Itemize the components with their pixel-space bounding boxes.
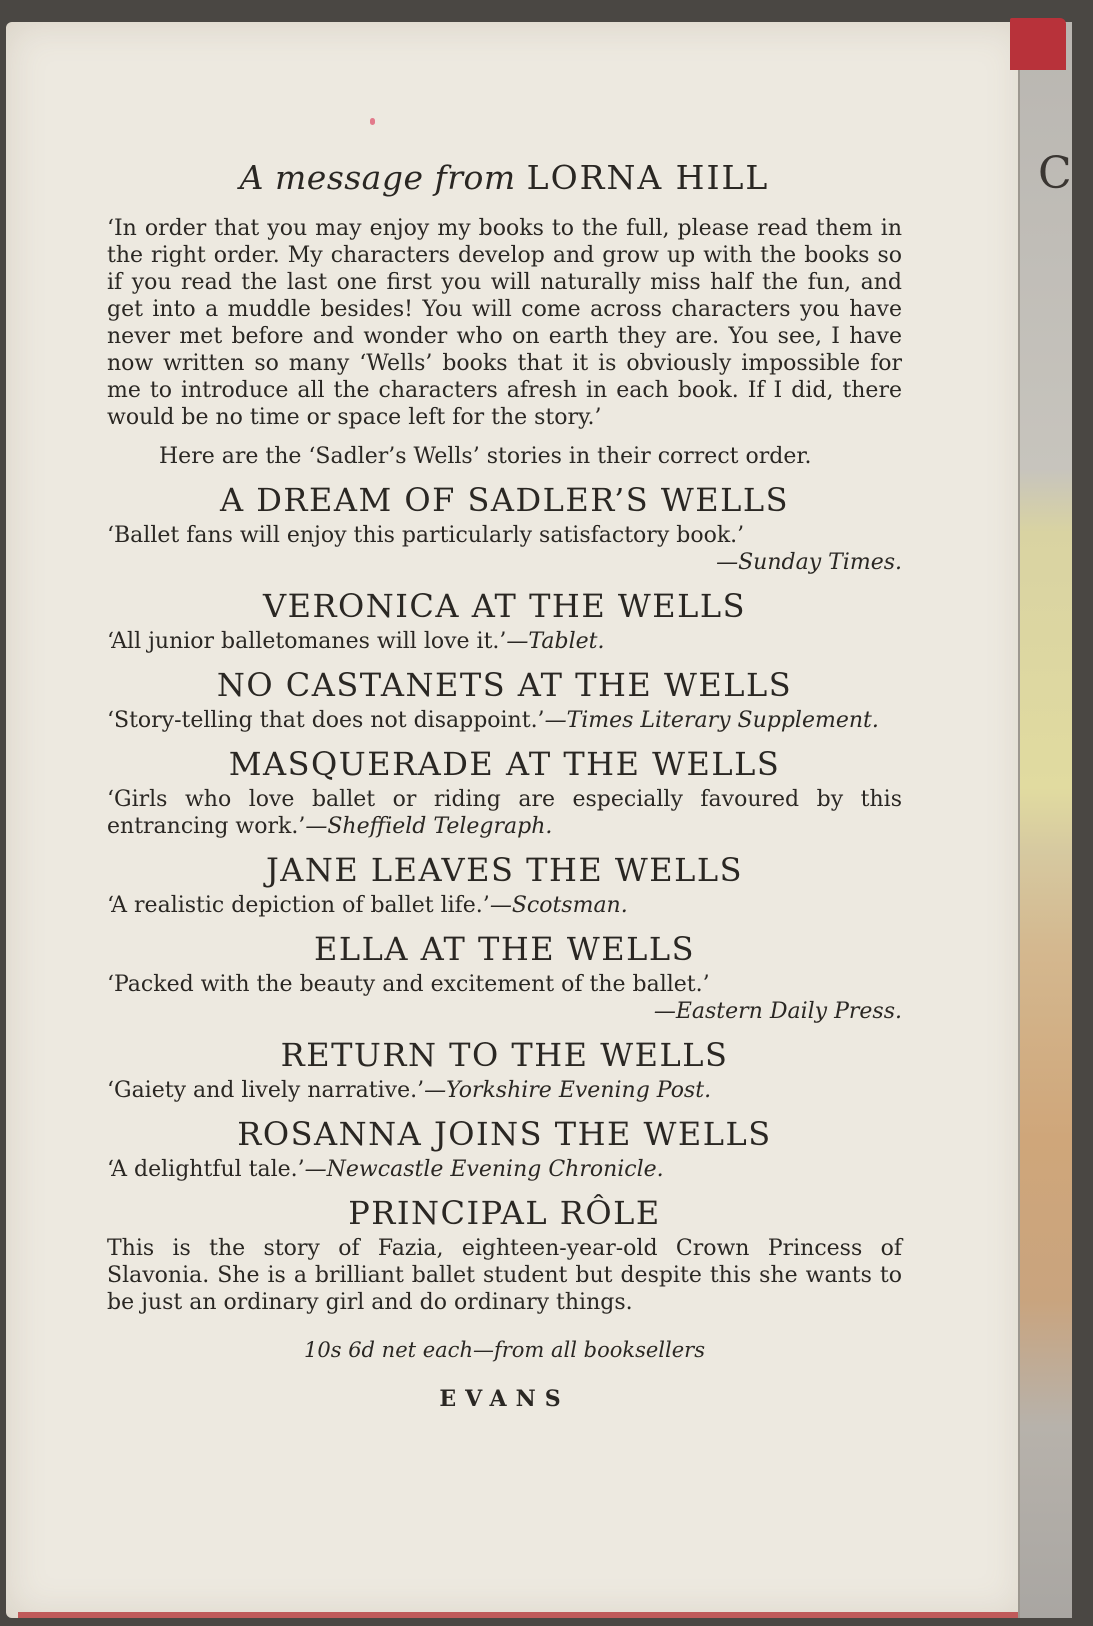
book-title: ELLA AT THE WELLS: [314, 930, 695, 968]
book-title: NO CASTANETS AT THE WELLS: [216, 666, 793, 704]
book-entry: [107, 1114, 902, 1183]
book-entry: [107, 586, 902, 655]
cover-bottom-edge: [18, 1612, 1023, 1618]
book-review-source: —Times Literary Supplement.: [544, 708, 879, 733]
book-title: JANE LEAVES THE WELLS: [265, 851, 744, 889]
book-quote-line: [107, 707, 902, 734]
spine-letter: C: [1038, 148, 1072, 199]
book-entry: [107, 744, 902, 840]
book-quote-line: [107, 1156, 902, 1183]
book-title: VERONICA AT THE WELLS: [262, 587, 747, 625]
intro-paragraph: ‘In order that you may enjoy my books to the full, please read them in the right order. My characters develop and grow up with the books so if you read the last one first you will naturally miss half the fun, and get into a muddle besides! You will come across characters you have never met before and wonder who on earth they are. You see, I have now written so many ‘Wells’ books that it is obviously impossible for me to introduce all the characters afresh in each book. If I did, there would be no time or space left for the story.’: [107, 216, 902, 430]
order-line: Here are the ‘Sadler’s Wells’ stories in their correct order.: [159, 444, 812, 469]
book-entry: [107, 850, 902, 919]
book-entry: [107, 1035, 902, 1104]
book-quote-line: [107, 628, 902, 655]
book-quote: ‘Ballet fans will enjoy this particularly satisfactory book.’: [107, 523, 745, 548]
publisher-name: EVANS: [439, 1386, 570, 1412]
book-review-source: —Scotsman.: [489, 893, 628, 918]
author-name: LORNA HILL: [526, 158, 770, 197]
book-title: ROSANNA JOINS THE WELLS: [237, 1115, 772, 1153]
book-quote: ‘Story-telling that does not disappoint.’: [107, 708, 545, 733]
book-review-source: —Sunday Times.: [716, 550, 902, 575]
heading-prefix: A message from: [239, 158, 516, 197]
book-entry: [107, 665, 902, 734]
ink-mark: [370, 118, 375, 125]
book-quote: ‘A realistic depiction of ballet life.’: [107, 893, 490, 918]
book-title: A DREAM OF SADLER’S WELLS: [219, 481, 790, 519]
book-quote: ‘Girls who love ballet or riding are especially favoured by this entrancing work.’: [107, 787, 902, 839]
book-title: RETURN TO THE WELLS: [280, 1036, 729, 1074]
book-review-source: —Tablet.: [506, 629, 605, 654]
book-review-source: —Sheffield Telegraph.: [305, 814, 553, 839]
book-quote-line: [107, 1077, 902, 1104]
cover-text: [107, 158, 902, 1412]
book-quote: ‘Gaiety and lively narrative.’: [107, 1078, 425, 1103]
price-line: 10s 6d net each—from all booksellers: [304, 1338, 705, 1362]
book-spine: [1018, 22, 1072, 1618]
book-review-source: —Eastern Daily Press.: [653, 999, 902, 1024]
book-entry: [107, 1193, 902, 1316]
book-description: This is the story of Fazia, eighteen-year-old Crown Princess of Slavonia. She is a brilliant ballet student but despite this she wants to be just an ordinary girl and do ordinary things.: [107, 1236, 902, 1315]
book-title: PRINCIPAL RÔLE: [348, 1194, 661, 1232]
book-quote-line: [107, 892, 902, 919]
book-entry: [107, 480, 902, 576]
book-review-source: —Yorkshire Evening Post.: [424, 1078, 712, 1103]
book-quote-line: [107, 786, 902, 840]
book-entry: [107, 929, 902, 1025]
book-quote: ‘A delightful tale.’: [107, 1157, 305, 1182]
book-title: MASQUERADE AT THE WELLS: [228, 745, 781, 783]
book-quote: ‘Packed with the beauty and excitement of the ballet.’: [107, 972, 710, 997]
book-quote: ‘All junior balletomanes will love it.’: [107, 629, 507, 654]
spine-top-band: [1010, 18, 1066, 70]
book-review-source: —Newcastle Evening Chronicle.: [304, 1157, 664, 1182]
message-heading: [107, 158, 902, 197]
